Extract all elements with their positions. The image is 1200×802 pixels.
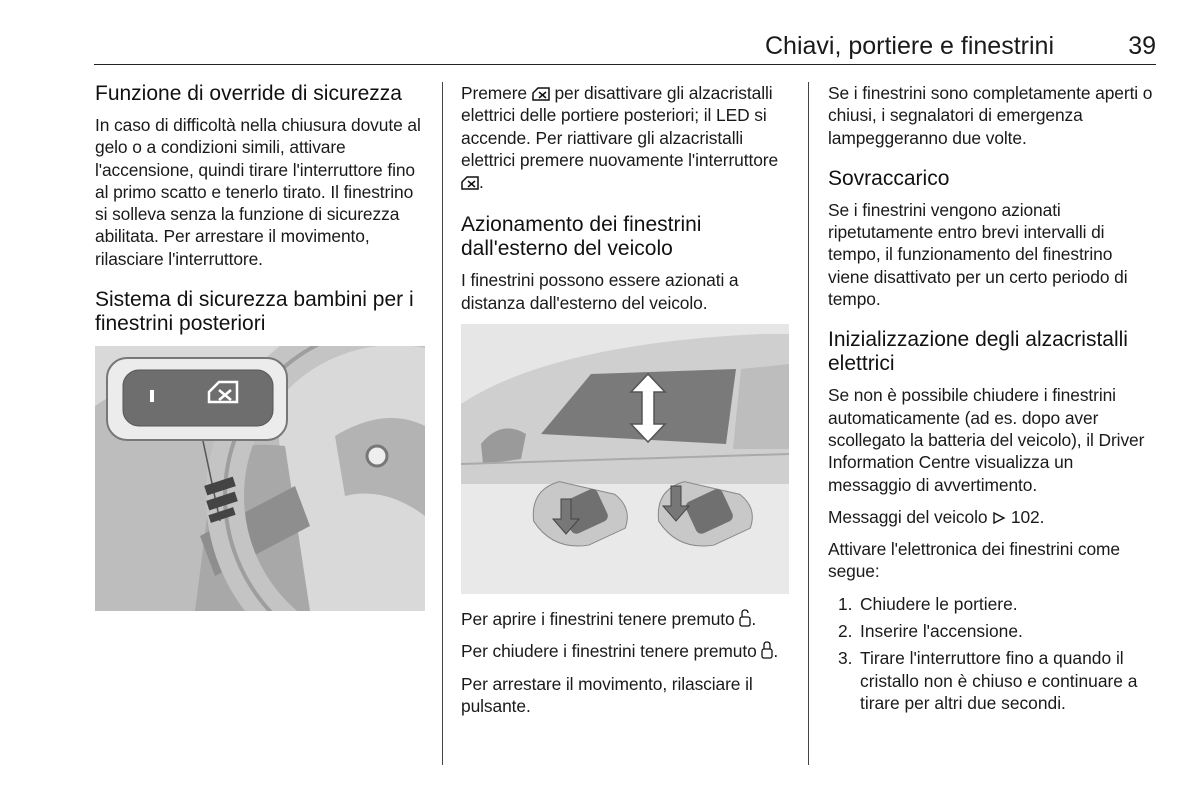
paragraph-open bbox=[461, 608, 789, 630]
window-lock-icon bbox=[461, 176, 479, 190]
text-run: per disattivare gli alzacristalli elettrici delle portiere posteriori; il LED si accende. Per riattivare gli alzacristalli elettrici premere nuovamente l'interruttore bbox=[461, 83, 779, 170]
paragraph-override: In caso di difficoltà nella chiusura dovute al gelo o a condizioni simili, attivare l'accensione, quindi tirare l'interruttore fino al primo scatto e tenerlo tirato. Il finestrino si solleva senza la funzione di sicurezza abilitata. Per arrestare il movimento, rilasciare l'interruttore. bbox=[95, 115, 421, 269]
step-text: Tirare l'interruttore fino a quando il cristallo non è chiuso e continuare a tirare per altri due secondi. bbox=[860, 648, 1138, 713]
column-1 bbox=[95, 82, 425, 611]
column-3 bbox=[828, 82, 1158, 719]
heading-initialization: Inizializzazione degli alzacristalli elettrici bbox=[828, 328, 1128, 376]
paragraph-hazard-flash: Se i finestrini sono completamente aperti o chiusi, i segnalatori di emergenza lampeggeranno due volte. bbox=[828, 83, 1153, 148]
step-number: 1. bbox=[838, 593, 853, 614]
list-item bbox=[838, 647, 1158, 714]
text-run: . bbox=[479, 172, 484, 193]
column-divider bbox=[808, 82, 809, 765]
text-run: . bbox=[751, 609, 757, 630]
step-text: Chiudere le portiere. bbox=[860, 593, 1018, 614]
list-item bbox=[838, 593, 1158, 615]
text-run: . bbox=[773, 641, 779, 662]
step-text: Inserire l'accensione. bbox=[860, 621, 1023, 642]
paragraph-remote: I finestrini possono essere azionati a distanza dall'esterno del veicolo. bbox=[461, 270, 739, 313]
paragraph-close bbox=[461, 640, 789, 662]
paragraph-child-lock bbox=[461, 82, 789, 193]
text-run: 102. bbox=[1010, 506, 1045, 527]
page-header bbox=[94, 30, 1156, 65]
paragraph-activate: Attivare l'elettronica dei finestrini come segue: bbox=[828, 539, 1120, 582]
window-lock-icon bbox=[532, 87, 550, 101]
column-2 bbox=[461, 82, 789, 727]
list-item bbox=[838, 620, 1158, 642]
heading-overload: Sovraccarico bbox=[828, 166, 950, 190]
text-run: Messaggi del veicolo bbox=[828, 506, 988, 527]
step-number: 3. bbox=[838, 648, 853, 669]
child-lock-switch-illustration bbox=[95, 346, 425, 611]
heading-override: Funzione di override di sicurezza bbox=[95, 82, 402, 105]
reference-arrow-icon bbox=[992, 511, 1006, 525]
page-number: 39 bbox=[1128, 32, 1156, 60]
page-title: Chiavi, portiere e finestrini bbox=[764, 32, 1054, 60]
paragraph-initialization: Se non è possibile chiudere i finestrini automaticamente (ad es. dopo aver scollegato la batteria del veicolo), il Driver Information Centre visualizza un messaggio di avvertimento. bbox=[828, 385, 1145, 495]
paragraph-stop: Per arrestare il movimento, rilasciare il pulsante. bbox=[461, 673, 753, 716]
paragraph-vehicle-messages bbox=[828, 506, 1158, 528]
step-number: 2. bbox=[838, 621, 853, 642]
steps-list bbox=[828, 593, 1158, 714]
text-run: Per aprire i finestrini tenere premuto bbox=[461, 609, 735, 630]
paragraph-overload: Se i finestrini vengono azionati ripetutamente entro brevi intervalli di tempo, il funzionamento del finestrino viene disattivato per un certo periodo di tempo. bbox=[828, 199, 1128, 310]
text-run: Per chiudere i finestrini tenere premuto bbox=[461, 641, 757, 662]
unlock-icon bbox=[739, 609, 751, 627]
text-run: Premere bbox=[461, 83, 527, 103]
column-divider bbox=[442, 82, 443, 765]
heading-child-safety: Sistema di sicurezza bambini per i finestrini posteriori bbox=[95, 288, 414, 336]
heading-remote-operation: Azionamento dei finestrini dall'esterno del veicolo bbox=[461, 213, 702, 261]
remote-window-illustration bbox=[461, 324, 789, 594]
lock-icon bbox=[761, 641, 773, 659]
